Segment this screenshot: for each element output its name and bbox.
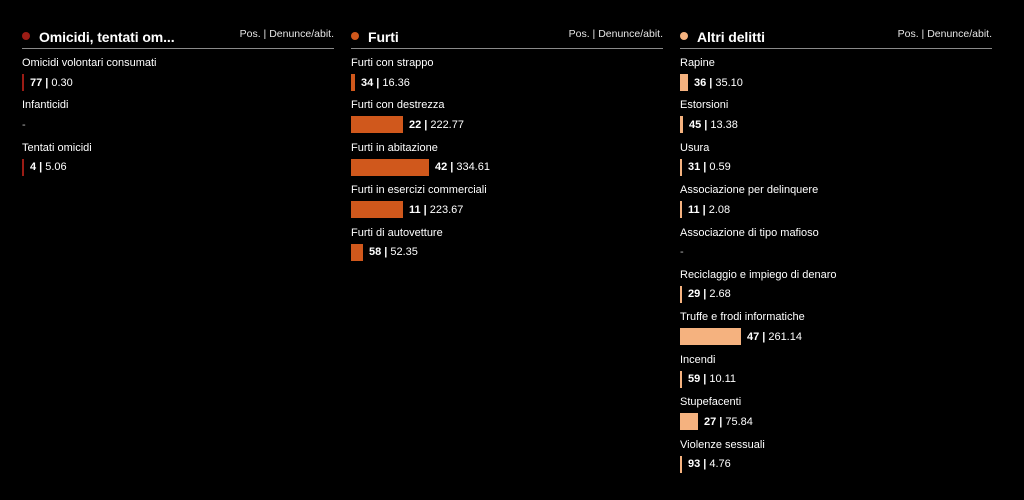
- bar-label: Furti di autovetture: [351, 226, 443, 239]
- bar-item: [680, 388, 992, 430]
- bar-label: Furti in esercizi commerciali: [351, 184, 487, 197]
- rank-position: 47: [747, 330, 760, 343]
- bar-value-label: [694, 77, 743, 89]
- bar-row: [22, 159, 67, 176]
- panel-header: [351, 26, 663, 49]
- bar-value-label: [688, 161, 731, 173]
- bar-item: [22, 49, 334, 91]
- value-separator: |: [39, 161, 43, 174]
- value-separator: |: [376, 76, 380, 89]
- rank-position: 58: [369, 246, 382, 259]
- rank-position: 36: [694, 76, 707, 89]
- bar-row: [680, 371, 736, 388]
- value-separator: |: [703, 373, 707, 386]
- bar-label: Omicidi volontari consumati: [22, 57, 157, 69]
- bar-row: [680, 328, 802, 345]
- bar-row: [680, 201, 730, 218]
- bar-label: Furti in abitazione: [351, 141, 438, 154]
- bar-value-label: [688, 288, 731, 300]
- panel-altri-delitti: [680, 26, 992, 473]
- value-separator: |: [703, 161, 707, 174]
- bar-value-label: [409, 119, 464, 131]
- value-separator: |: [762, 330, 766, 343]
- bar-list: [22, 49, 334, 176]
- bar-mark: [680, 116, 683, 133]
- bar-row: [351, 201, 463, 218]
- bar-label: Tentati omicidi: [22, 141, 92, 154]
- bar-item: [680, 261, 992, 303]
- value-separator: |: [702, 203, 706, 216]
- column-legend-note: Pos. | Denunce/abit.: [897, 28, 992, 40]
- rate-value: 222.77: [430, 118, 464, 131]
- rate-value: 10.11: [709, 373, 737, 386]
- no-data-label: -: [680, 246, 684, 259]
- rank-position: 77: [30, 76, 43, 89]
- bar-mark: [680, 159, 682, 176]
- bar-label: Infanticidi: [22, 99, 69, 112]
- bar-label: Furti con destrezza: [351, 99, 445, 112]
- bar-list: [351, 49, 663, 261]
- bar-value-label: [688, 458, 731, 470]
- value-separator: |: [384, 246, 388, 259]
- rate-value: 223.67: [429, 203, 464, 216]
- bar-row: [351, 159, 490, 176]
- rank-position: 31: [688, 161, 701, 174]
- rate-value: 4.76: [709, 458, 731, 471]
- rank-position: 22: [409, 118, 422, 131]
- bar-row: [680, 159, 731, 176]
- rank-position: 11: [409, 203, 421, 216]
- bar-item: [351, 49, 663, 91]
- rank-position: 29: [688, 288, 701, 301]
- bar-item: [680, 134, 992, 176]
- bar-value-label: [369, 246, 418, 258]
- panel-title: Omicidi, tentati om...: [39, 29, 175, 45]
- bar-mark: [680, 328, 741, 345]
- rank-position: 4: [30, 161, 37, 174]
- value-separator: |: [450, 161, 454, 174]
- value-separator: |: [424, 118, 428, 131]
- bar-row: [680, 244, 684, 261]
- rate-value: 13.38: [710, 118, 738, 131]
- bar-value-label: [688, 373, 736, 385]
- bar-item: [680, 219, 992, 261]
- bar-label: Associazione di tipo mafioso: [680, 226, 819, 239]
- bar-item: [351, 134, 663, 176]
- bar-value-label: [30, 77, 73, 89]
- no-data-label: -: [22, 118, 26, 131]
- rate-value: 52.35: [390, 246, 418, 259]
- bar-mark: [680, 413, 698, 430]
- value-separator: |: [709, 76, 713, 89]
- bar-item: [680, 176, 992, 218]
- bar-label: Stupefacenti: [680, 396, 742, 409]
- rank-position: 93: [688, 458, 701, 471]
- column-legend-note: Pos. | Denunce/abit.: [568, 28, 663, 40]
- bar-mark: [351, 116, 403, 133]
- bar-row: [680, 116, 738, 133]
- bar-mark: [680, 371, 682, 388]
- bar-row: [351, 116, 464, 133]
- rate-value: 2.08: [708, 203, 731, 216]
- panel-header: [680, 26, 992, 49]
- rate-value: 0.59: [709, 161, 731, 174]
- bar-mark: [351, 244, 363, 261]
- rank-position: 59: [688, 373, 701, 386]
- bar-mark: [680, 201, 682, 218]
- bar-row: [680, 413, 753, 430]
- column-legend-note: Pos. | Denunce/abit.: [239, 28, 334, 40]
- bar-item: [351, 91, 663, 133]
- bar-item: [680, 431, 992, 473]
- bar-label: Violenze sessuali: [680, 438, 765, 451]
- bar-label: Incendi: [680, 353, 716, 366]
- rank-position: 34: [361, 76, 374, 89]
- category-dot-icon: [680, 32, 688, 40]
- value-separator: |: [703, 288, 707, 301]
- bar-list: [680, 49, 992, 473]
- panel-title: Furti: [368, 29, 399, 45]
- bar-row: [680, 456, 731, 473]
- bar-item: [351, 219, 663, 261]
- bar-value-label: [30, 161, 67, 173]
- bar-label: Estorsioni: [680, 99, 729, 112]
- rate-value: 0.30: [51, 76, 73, 89]
- bar-value-label: [747, 331, 802, 343]
- panel-header: [22, 26, 334, 49]
- rank-position: 42: [435, 161, 448, 174]
- bar-value-label: [689, 119, 738, 131]
- rate-value: 2.68: [709, 288, 731, 301]
- value-separator: |: [703, 458, 707, 471]
- bar-mark: [22, 159, 24, 176]
- category-dot-icon: [351, 32, 359, 40]
- rank-position: 11: [688, 203, 700, 216]
- bar-item: [351, 176, 663, 218]
- bar-mark: [22, 74, 24, 91]
- rate-value: 261.14: [768, 330, 802, 343]
- rank-position: 45: [689, 118, 702, 131]
- bar-item: [22, 91, 334, 133]
- rate-value: 334.61: [456, 161, 490, 174]
- bar-value-label: [361, 77, 410, 89]
- bar-mark: [680, 74, 688, 91]
- bar-mark: [351, 159, 429, 176]
- rank-position: 27: [704, 415, 717, 428]
- bar-row: [22, 74, 73, 91]
- rate-value: 75.84: [725, 415, 753, 428]
- bar-mark: [351, 201, 403, 218]
- bar-mark: [680, 286, 682, 303]
- bar-label: Reciclaggio e impiego di denaro: [680, 268, 837, 281]
- panel-title: Altri delitti: [697, 29, 765, 45]
- bar-value-label: [688, 204, 730, 216]
- panel-furti: [351, 26, 663, 261]
- value-separator: |: [45, 76, 49, 89]
- bar-row: [680, 286, 731, 303]
- bar-value-label: [435, 161, 490, 173]
- value-separator: |: [719, 415, 723, 428]
- bar-label: Usura: [680, 141, 710, 154]
- value-separator: |: [704, 118, 708, 131]
- bar-item: [680, 49, 992, 91]
- rate-value: 5.06: [45, 161, 67, 174]
- bar-label: Truffe e frodi informatiche: [680, 311, 805, 324]
- bar-item: [680, 346, 992, 388]
- bar-item: [22, 134, 334, 176]
- bar-label: Associazione per delinquere: [680, 184, 819, 197]
- bar-row: [351, 74, 410, 91]
- bar-row: [22, 116, 26, 133]
- bar-mark: [680, 456, 682, 473]
- bar-item: [680, 303, 992, 345]
- bar-label: Furti con strappo: [351, 57, 434, 69]
- bar-row: [351, 244, 418, 261]
- value-separator: |: [423, 203, 427, 216]
- category-dot-icon: [22, 32, 30, 40]
- bar-mark: [351, 74, 355, 91]
- bar-label: Rapine: [680, 57, 715, 69]
- bar-item: [680, 91, 992, 133]
- bar-row: [680, 74, 743, 91]
- panel-omicidi: [22, 26, 334, 176]
- bar-value-label: [704, 416, 753, 428]
- rate-value: 16.36: [382, 76, 410, 89]
- rate-value: 35.10: [715, 76, 743, 89]
- bar-value-label: [409, 204, 463, 216]
